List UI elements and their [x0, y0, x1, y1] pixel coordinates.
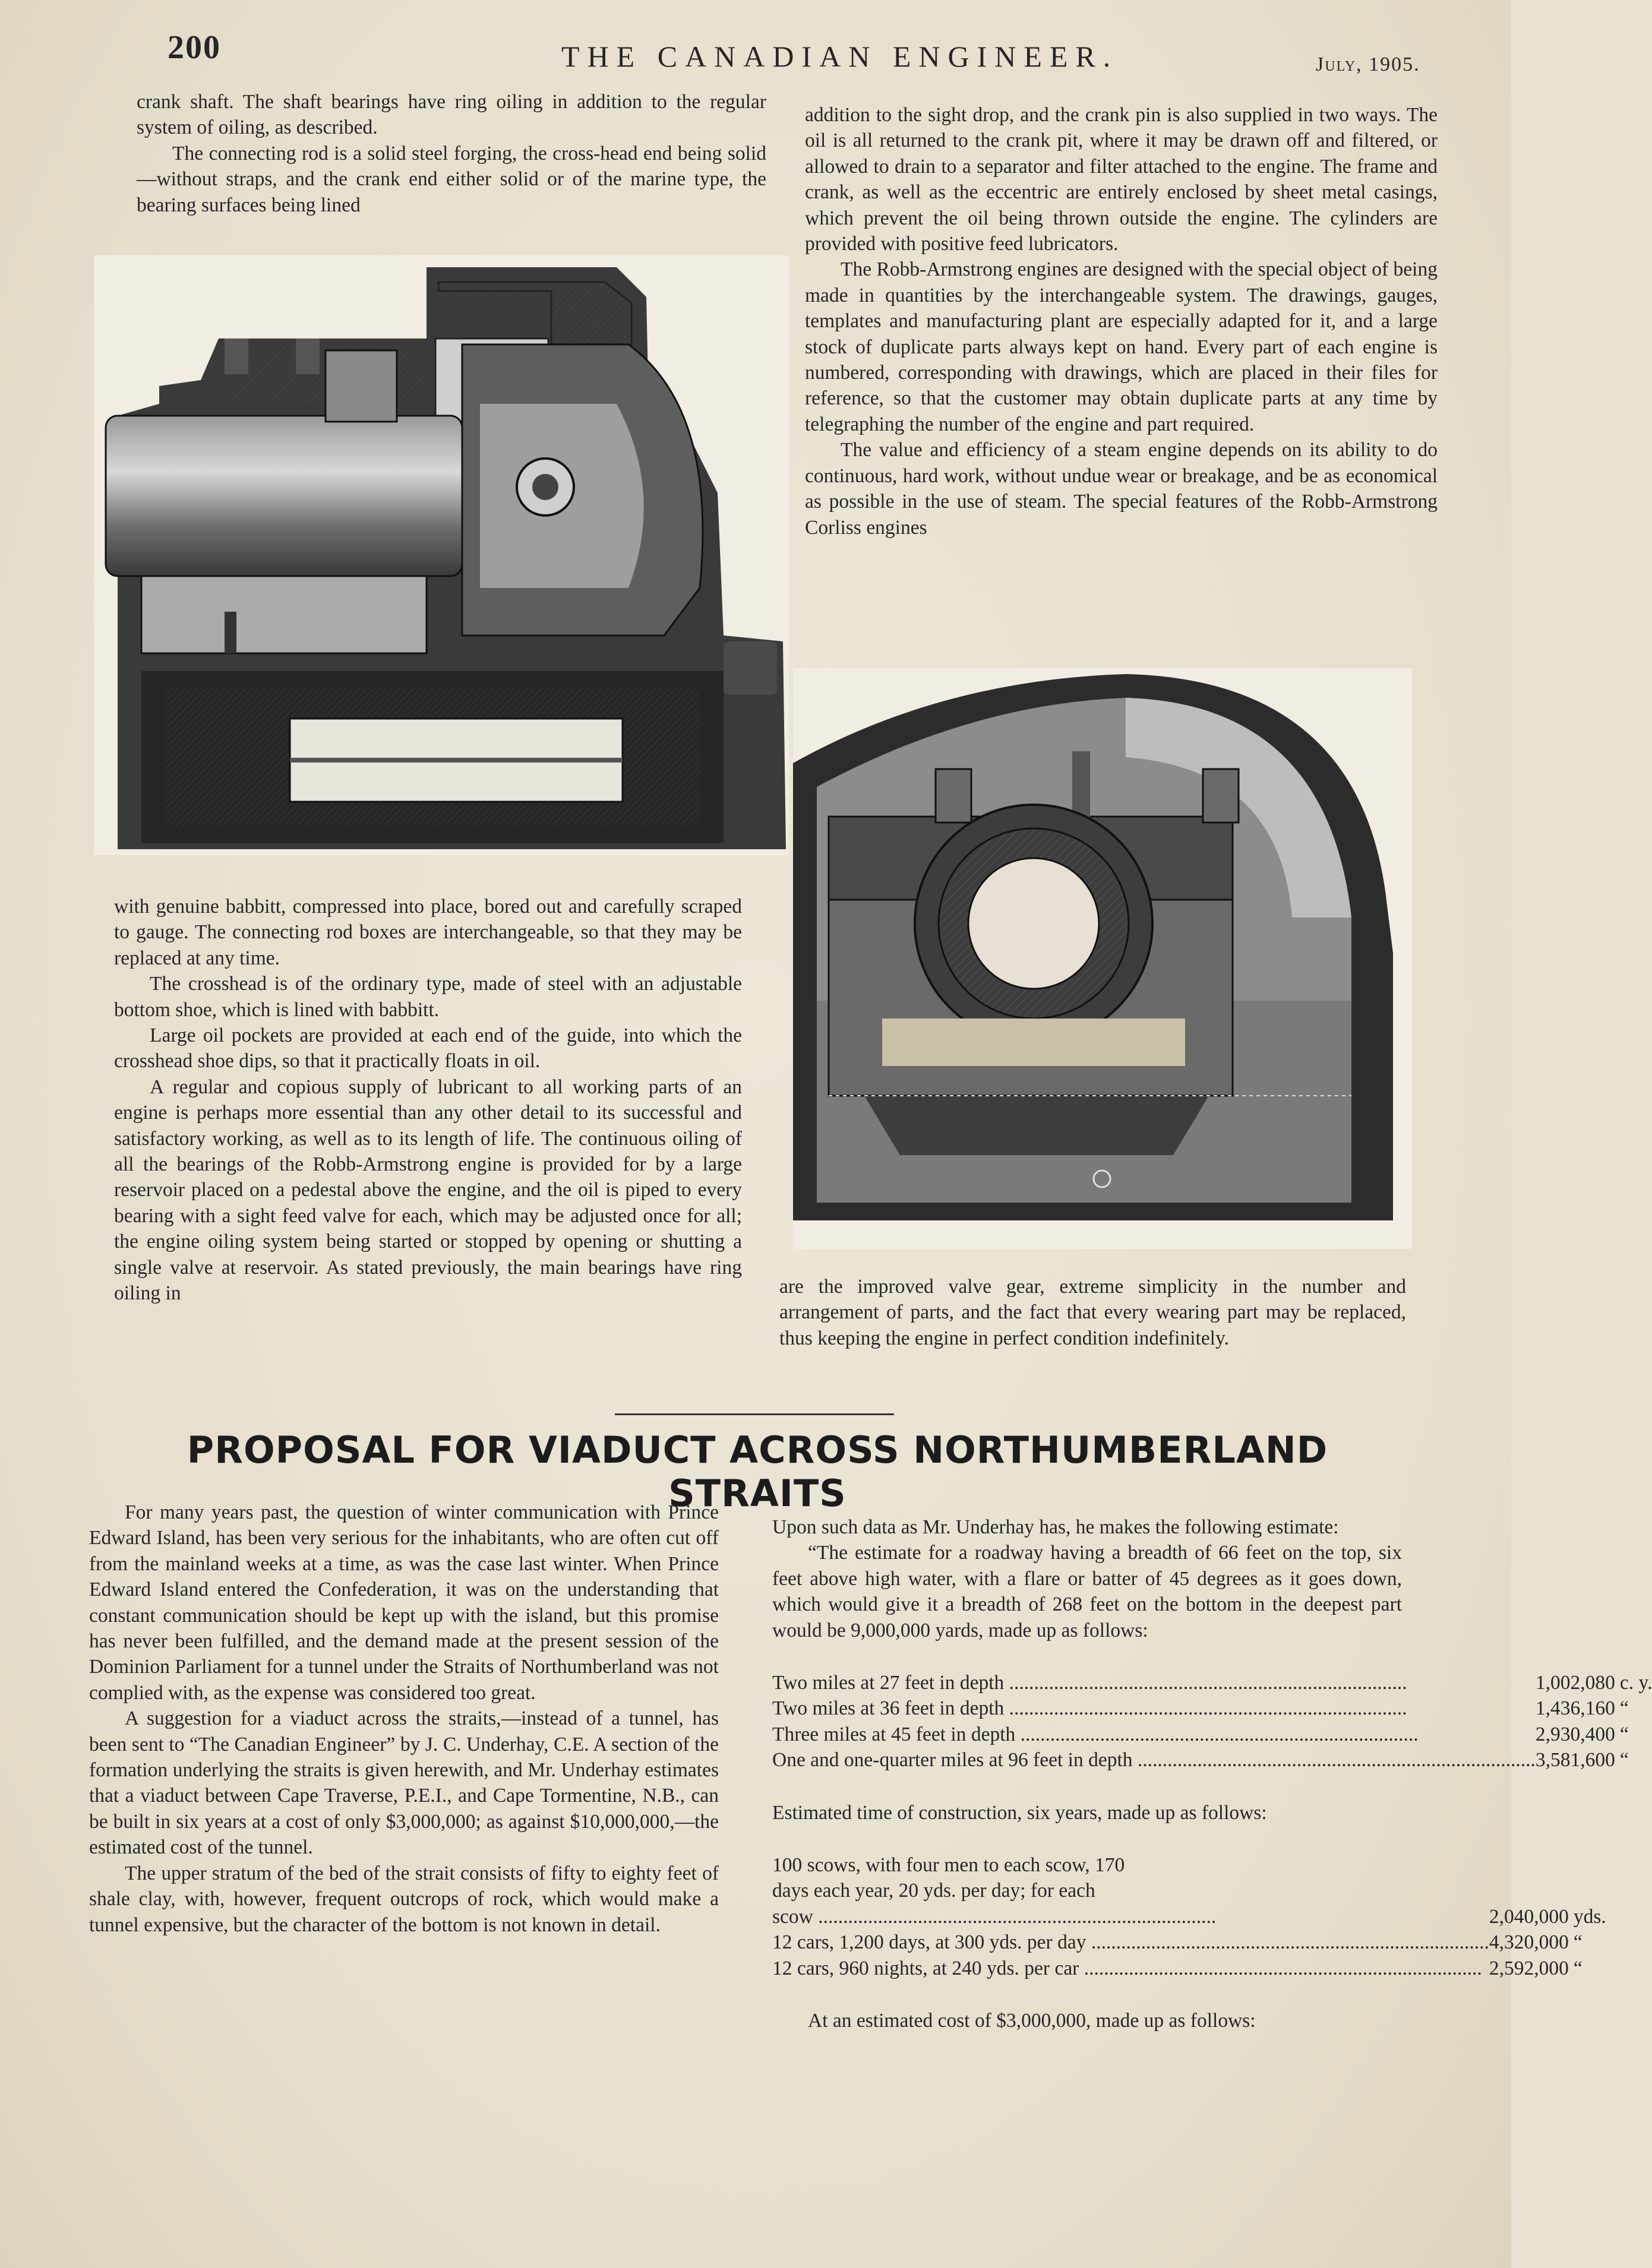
row-unit: “: [1619, 1723, 1629, 1745]
text-column-top-left: [137, 89, 766, 218]
row-unit: “: [1573, 1931, 1582, 1954]
bearing-section-drawing: [793, 668, 1412, 1249]
text-column-middle-left: [114, 894, 742, 1307]
row-value: [1489, 1852, 1569, 1878]
paragraph: crank shaft. The shaft bearings have ring oiling in addition to the regular system of oiling, as described.: [137, 91, 766, 139]
paragraph: Large oil pockets are provided at each end of the guide, into which the crosshead shoe dips, so that it practically floats in oil.: [114, 1024, 742, 1073]
row-unit: “: [1619, 1749, 1629, 1772]
row-value: 1,436,160: [1535, 1697, 1615, 1720]
row-label: 100 scows, with four men to each scow, 170: [772, 1854, 1125, 1877]
row-value: 2,930,400: [1535, 1723, 1615, 1745]
paragraph: The upper stratum of the bed of the strait consists of fifty to eighty feet of shale clay, with, however, frequent outcrops of rock, which would make a tunnel expensive, but the character of the bottom is not known in detail.: [89, 1862, 719, 1936]
paragraph: A suggestion for a viaduct across the straits,—instead of a tunnel, has been sent to “The Canadian Engineer” by J. C. Underhay, C.E. A section of the formation underlying the straits is given herewith, and Mr. Underhay estimates that a viaduct between Cape Traverse, P.E.I., and Cape Tormentine, N.B., can be built in six years at a cost of only $3,000,000; as against $10,000,000,—the estimated cost of the tunnel.: [89, 1707, 719, 1859]
paragraph: Estimated time of construction, six years, made up as follows:: [772, 1801, 1267, 1824]
paragraph: The value and efficiency of a steam engine depends on its ability to do continuous, hard work, without undue wear or breakage, and be as economical as possible in the use of steam. The special features of the Robb-Armstrong Corliss engines: [805, 439, 1438, 539]
row-label: Two miles at 27 feet in depth ................................................................................: [772, 1672, 1407, 1694]
table-row: [772, 1904, 1606, 1929]
row-value: [1489, 1878, 1569, 1903]
paragraph: The crosshead is of the ordinary type, made of steel with an adjustable bottom shoe, which is lined with babbitt.: [114, 973, 742, 1021]
row-unit: “: [1619, 1697, 1629, 1720]
masthead: THE CANADIAN ENGINEER.: [561, 40, 1119, 73]
row-unit: [1569, 1878, 1606, 1903]
table-row: [772, 1956, 1606, 1981]
paragraph: with genuine babbitt, compressed into place, bored out and carefully scraped to gauge. The connecting rod boxes are interchangeable, so that they may be replaced at any time.: [114, 896, 742, 969]
row-unit: [1569, 1852, 1606, 1878]
row-value: 1,002,080: [1535, 1672, 1615, 1694]
row-label: Three miles at 45 feet in depth ................................................................................: [772, 1723, 1419, 1745]
table-row: [772, 1670, 1652, 1696]
table-row: [772, 1929, 1606, 1955]
paragraph: A regular and copious supply of lubricant to all working parts of an engine is perhaps more essential than any other detail to its successful and satisfactory working, as well as to its length of life. The continuous oiling of all the bearings of the Robb-Armstrong engine is provided for by a large reservoir placed on a pedestal above the engine, and the oil is piped to every bearing with a sight feed valve for each, which may be adjusted once for all; the engine oiling system being started or stopped by opening or shutting a single valve at reservoir. As stated previously, the main bearings have ring oiling in: [114, 1076, 742, 1305]
table-row: [772, 1747, 1652, 1773]
text-column-top-right: [805, 102, 1438, 540]
row-value: 2,040,000: [1489, 1905, 1569, 1928]
row-value: 2,592,000: [1489, 1957, 1569, 1979]
row-value: 4,320,000: [1489, 1931, 1569, 1954]
row-label: Two miles at 36 feet in depth ................................................................................: [772, 1697, 1407, 1720]
table-row: [772, 1852, 1606, 1878]
paragraph: For many years past, the question of winter communication with Prince Edward Island, has been very serious for the inhabitants, who are often cut off from the mainland weeks at a time, as was the case last winter. When Prince Edward Island entered the Confederation, it was on the understanding that constant communication should be kept up with the island, but this promise has never been fulfilled, and the demand made at the present session of the Dominion Parliament for a tunnel under the Straits of Northumberland was not complied with, as the expense was considered too great.: [89, 1501, 719, 1704]
row-label: 12 cars, 960 nights, at 240 yds. per car ................................................................................: [772, 1957, 1482, 1979]
row-label: scow ................................................................................: [772, 1905, 1217, 1928]
row-unit: c. y.: [1619, 1672, 1652, 1694]
issue-date: July, 1905.: [1316, 53, 1420, 75]
paragraph: The Robb-Armstrong engines are designed with the special object of being made in quantities by the interchangeable system. The drawings, gauges, templates and manufacturing plant are especially adapted for it, and a large stock of duplicate parts always kept on hand. Every part of each engine is numbered, corresponding with drawings, which are placed in their files for reference, so that the customer may obtain duplicate parts at any time by telegraphing the number of the engine and part required.: [805, 258, 1438, 435]
page-header: [0, 29, 1511, 82]
row-label: One and one-quarter miles at 96 feet in depth ................................................................................: [772, 1749, 1536, 1772]
row-label: 12 cars, 1,200 days, at 300 yds. per day ................................................................................: [772, 1931, 1489, 1954]
paragraph: The connecting rod is a solid steel forging, the cross-head end being solid—without straps, and the crank end either solid or of the marine type, the bearing surfaces being lined: [137, 142, 766, 216]
crank-section-drawing: [94, 255, 789, 855]
main-bearing-section-illustration: [793, 668, 1412, 1249]
table-row: [772, 1722, 1652, 1747]
depth-estimate-table: [772, 1670, 1652, 1773]
paragraph: Upon such data as Mr. Underhay has, he makes the following estimate:: [772, 1516, 1339, 1538]
paragraph: At an estimated cost of $3,000,000, made up as follows:: [808, 2010, 1256, 2032]
text-column-middle-right: [779, 1274, 1406, 1351]
page-number: 200: [168, 29, 221, 66]
time-estimate-table: [772, 1852, 1606, 1981]
engine-crank-section-illustration: [94, 255, 789, 855]
article-column-left: [89, 1500, 719, 1938]
table-row: [772, 1696, 1652, 1721]
row-unit: yds.: [1573, 1905, 1606, 1928]
paragraph: addition to the sight drop, and the crank pin is also supplied in two ways. The oil is all returned to the crank pit, where it may be drawn off and filtered, or allowed to drain to a separator and filter attached to the engine. The frame and crank, as well as the eccentric are entirely enclosed by sheet metal casings, which prevent the oil being thrown outside the engine. The cylinders are provided with positive feed lubricators.: [805, 104, 1438, 255]
table-row: [772, 1878, 1606, 1903]
article-column-right: [772, 1514, 1652, 2034]
article-headline: PROPOSAL FOR VIADUCT ACROSS NORTHUMBERLAND STRAITS: [187, 1428, 1328, 1515]
quoted-paragraph: “The estimate for a roadway having a breadth of 66 feet on the top, six feet above high water, with a flare or batter of 45 degrees as it goes down, which would give it a breadth of 268 feet on the bottom in the deepest part would be 9,000,000 yards, made up as follows:: [772, 1542, 1402, 1641]
paragraph: are the improved valve gear, extreme simplicity in the number and arrangement of parts, and the fact that every wearing part may be replaced, thus keeping the engine in perfect condition indefinitely.: [779, 1276, 1406, 1349]
section-divider: [615, 1413, 894, 1415]
row-unit: “: [1573, 1957, 1582, 1979]
row-value: 3,581,600: [1535, 1749, 1615, 1772]
row-label: days each year, 20 yds. per day; for each: [772, 1880, 1095, 1902]
